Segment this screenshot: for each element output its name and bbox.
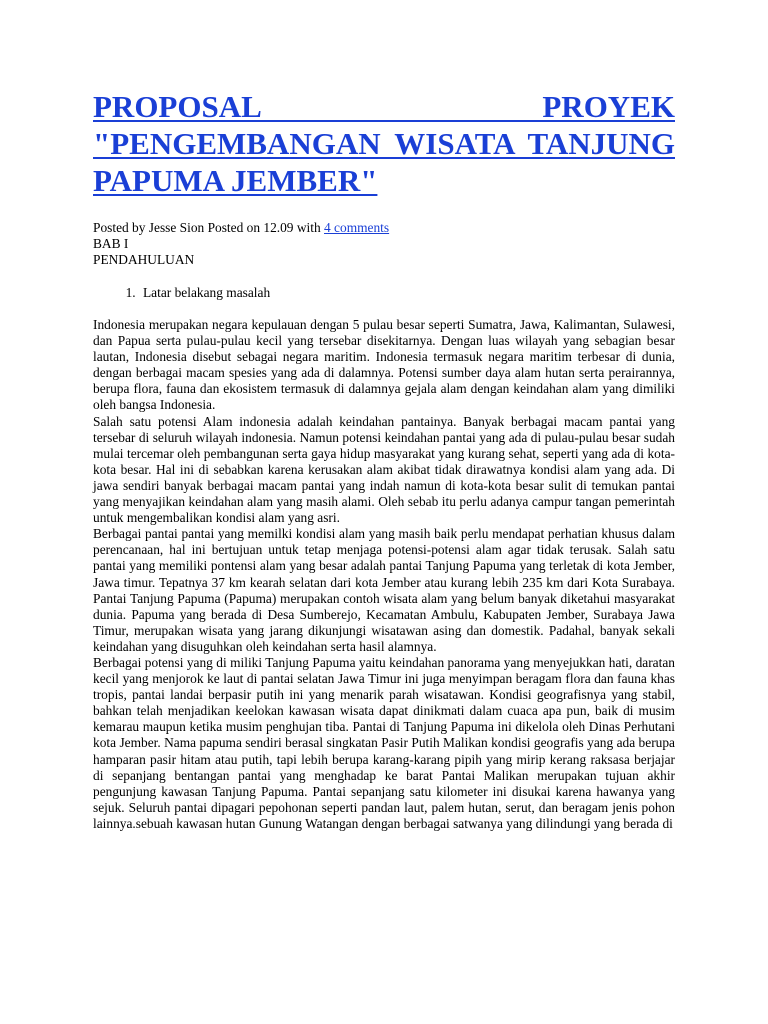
paragraph-4: Berbagai potensi yang di miliki Tanjung Papuma yaitu keindahan panorama yang menyejukkan hati, daratan kecil yang menjorok ke laut di pantai selatan Jawa Timur ini juga menyimpan beragam flora dan fauna khas tropis, pantai landai berpasir putih ini yang menarik parah wisatawan. Kondisi geografisnya yang stabil, bahkan telah menjadikan keelokan kawasan wisata dapat dinikmati dalam cuaca apa pun, baik di musim kemarau maupun ketika musim penghujan tiba. Pantai di Tanjung Papuma ini dikelola oleh Dinas Perhutani kota Jember. Nama papuma sendiri berasal singkatan Pasir Putih Malikan kondisi geografis yang ada berupa hamparan pasir hitam atau putih, tapi lebih berupa karang-karang pipih yang mirip kerang raksasa berjajar di sepanjang bentangan pantai yang menghadap ke barat Pantai Malikan merupakan tujuan akhir pengunjung kawasan Tanjung Papuma. Pantai sepanjang satu kilometer ini disukai karena hawanya yang sejuk. Seluruh pantai dipagari pepohonan seperti pandan laut, palem hutan, serut, dan beragam jenis pohon lainnya.sebuah kawasan hutan Gunung Watangan dengan berbagai satwanya yang dilindungi yang berada di — [93, 654, 675, 831]
article — [93, 88, 675, 832]
post-meta — [93, 220, 675, 236]
chapter-label: BAB I — [93, 236, 129, 251]
title-line-3[interactable]: PAPUMA JEMBER" — [93, 163, 378, 198]
post-meta-text: Posted by Jesse Sion Posted on 12.09 with — [93, 220, 325, 235]
page-title[interactable] — [93, 88, 675, 199]
body-text — [93, 317, 675, 832]
list-item: 1. Latar belakang masalah — [139, 285, 675, 301]
paragraph-1: Indonesia merupakan negara kepulauan dengan 5 pulau besar seperti Sumatra, Jawa, Kalimantan, Sulawesi, dan Papua serta pulau-pulau kecil yang tersebar disekitarnya. Dengan luas wilayah yang sebagian besar lautan, Indonesia disebut sebagai negara maritim. Indonesia termasuk negara maritim terbesar di dunia, dengan berbagai macam spesies yang ada di dalamnya. Potensi sumber daya alam hutan serta perairannya, berupa flora, fauna dan ekosistem termasuk di dalamnya gejala alam dengan keindahan alam yang dimiliki oleh bangsa Indonesia. — [93, 317, 675, 413]
comments-link[interactable]: 4 comments — [324, 220, 390, 235]
title-line-1[interactable]: PROPOSAL PROYEK — [93, 89, 675, 124]
title-line-2[interactable]: "PENGEMBANGAN WISATA TANJUNG — [93, 126, 675, 161]
chapter-title: PENDAHULUAN — [93, 252, 195, 267]
paragraph-3: Berbagai pantai pantai yang memilki kondisi alam yang masih baik perlu mendapat perhatian khusus dalam perencanaan, hal ini bertujuan untuk tetap menjaga potensi-potensi alam agar tidak terusak. Salah satu pantai yang memiliki pontensi alam yang besar adalah pantai Tanjung Papuma yang terletak di kota Jember, Jawa timur. Tepatnya 37 km kearah selatan dari kota Jember atau kurang lebih 235 km dari Kota Surabaya. Pantai Tanjung Papuma (Papuma) merupakan contoh wisata alam yang belum banyak diketahui masyarakat dunia. Papuma yang berada di Desa Sumberejo, Kecamatan Ambulu, Kabupaten Jember, Surabaya Jawa Timur, merupakan wisata yang jarang dikunjungi wisatawan asing dan domestik. Padahal, banyak sekali keindahan yang disuguhkan oleh keindahan serta hasil alamnya. — [93, 526, 675, 654]
paragraph-2: Salah satu potensi Alam indonesia adalah keindahan pantainya. Banyak berbagai macam pantai yang tersebar di seluruh wilayah indonesia. Namun potensi keindahan pantai yang ada di pulau-pulau besar sudah mulai tercemar oleh pembangunan serta gaya hidup masyarakat yang kurang sehat, seperti yang ada di kota-kota besar. Hal ini di sebabkan karena kerusakan alam akibat tidak dirawatnya kondisi alam yang ada. Di jawa sendiri banyak berbagai macam pantai yang indah namun di kota-kota besar sulit di temukan pantai yang menyajikan keindahan alam yang masih alami. Oleh sebab itu perlu adanya campur tangan pemerintah untuk mengembalikan kondisi alam yang asri. — [93, 413, 675, 526]
section-list — [93, 285, 675, 301]
